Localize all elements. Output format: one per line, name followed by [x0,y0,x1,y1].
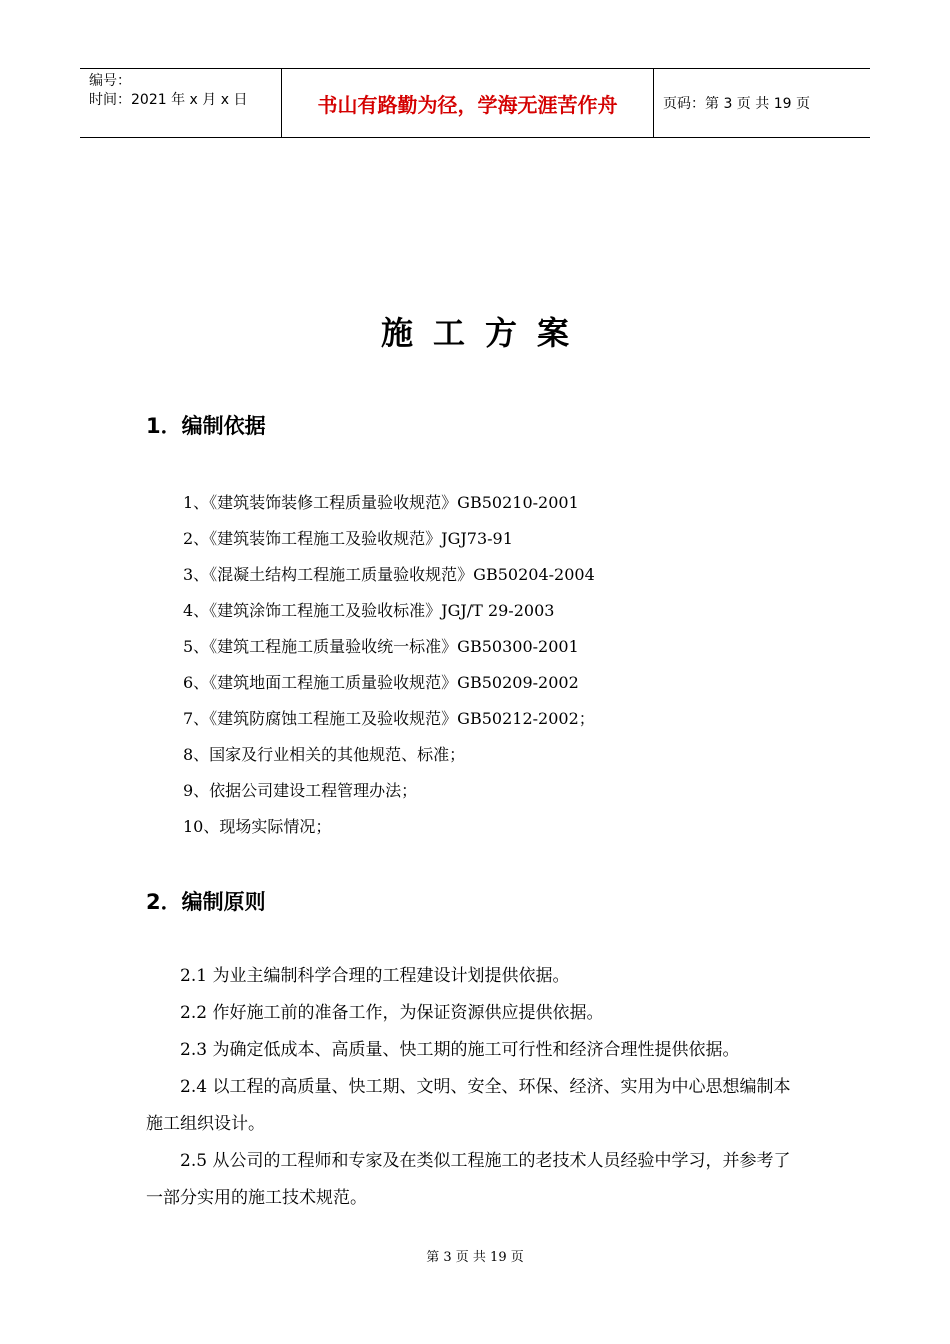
time-label: 时间：2021 年 x 月 x 日 [89,92,248,108]
basis-list [183,489,595,849]
header-page-info-cell [654,69,870,137]
page-header [80,68,870,138]
document-title: 施工方案 [380,314,589,352]
paragraph: 2.1 为业主编制科学合理的工程建设计划提供依据。 [180,966,570,986]
section2-heading: 2．编制原则 [146,890,266,914]
page-footer: 第 3 页 共 19 页 [426,1250,524,1265]
paragraph: 2.5 从公司的工程师和专家及在类似工程施工的老技术人员经验中学习，并参考了一部分实用的施工技术规范。 [146,1151,791,1208]
list-item: 2、《建筑装饰工程施工及验收规范》JGJ73-91 [183,529,513,548]
section1-heading: 1．编制依据 [146,414,266,438]
header-page-info: 页码：第 3 页 共 19 页 [663,96,810,112]
list-item: 10、现场实际情况； [183,817,332,836]
list-item: 1、《建筑装饰装修工程质量验收规范》GB50210-2001 [183,493,579,512]
principles-body [146,958,806,1217]
list-item: 3、《混凝土结构工程施工质量验收规范》GB50204-2004 [183,565,595,584]
paragraph: 2.3 为确定低成本、高质量、快工期的施工可行性和经济合理性提供依据。 [180,1040,740,1060]
header-meta [80,69,281,137]
header-motto: 书山有路勤为径，学海无涯苦作舟 [317,92,618,117]
list-item: 4、《建筑涂饰工程施工及验收标准》JGJ/T 29-2003 [183,601,555,620]
list-item: 8、国家及行业相关的其他规范、标准； [183,745,466,764]
list-item: 7、《建筑防腐蚀工程施工及验收规范》GB50212-2002； [183,709,595,728]
list-item: 9、依据公司建设工程管理办法； [183,781,418,800]
list-item: 5、《建筑工程施工质量验收统一标准》GB50300-2001 [183,637,579,656]
paragraph: 2.2 作好施工前的准备工作，为保证资源供应提供依据。 [180,1003,604,1023]
number-label: 编号： [89,73,131,89]
header-motto-cell [281,69,654,137]
paragraph: 2.4 以工程的高质量、快工期、文明、安全、环保、经济、实用为中心思想编制本施工组织设计。 [146,1077,791,1134]
list-item: 6、《建筑地面工程施工质量验收规范》GB50209-2002 [183,673,579,692]
